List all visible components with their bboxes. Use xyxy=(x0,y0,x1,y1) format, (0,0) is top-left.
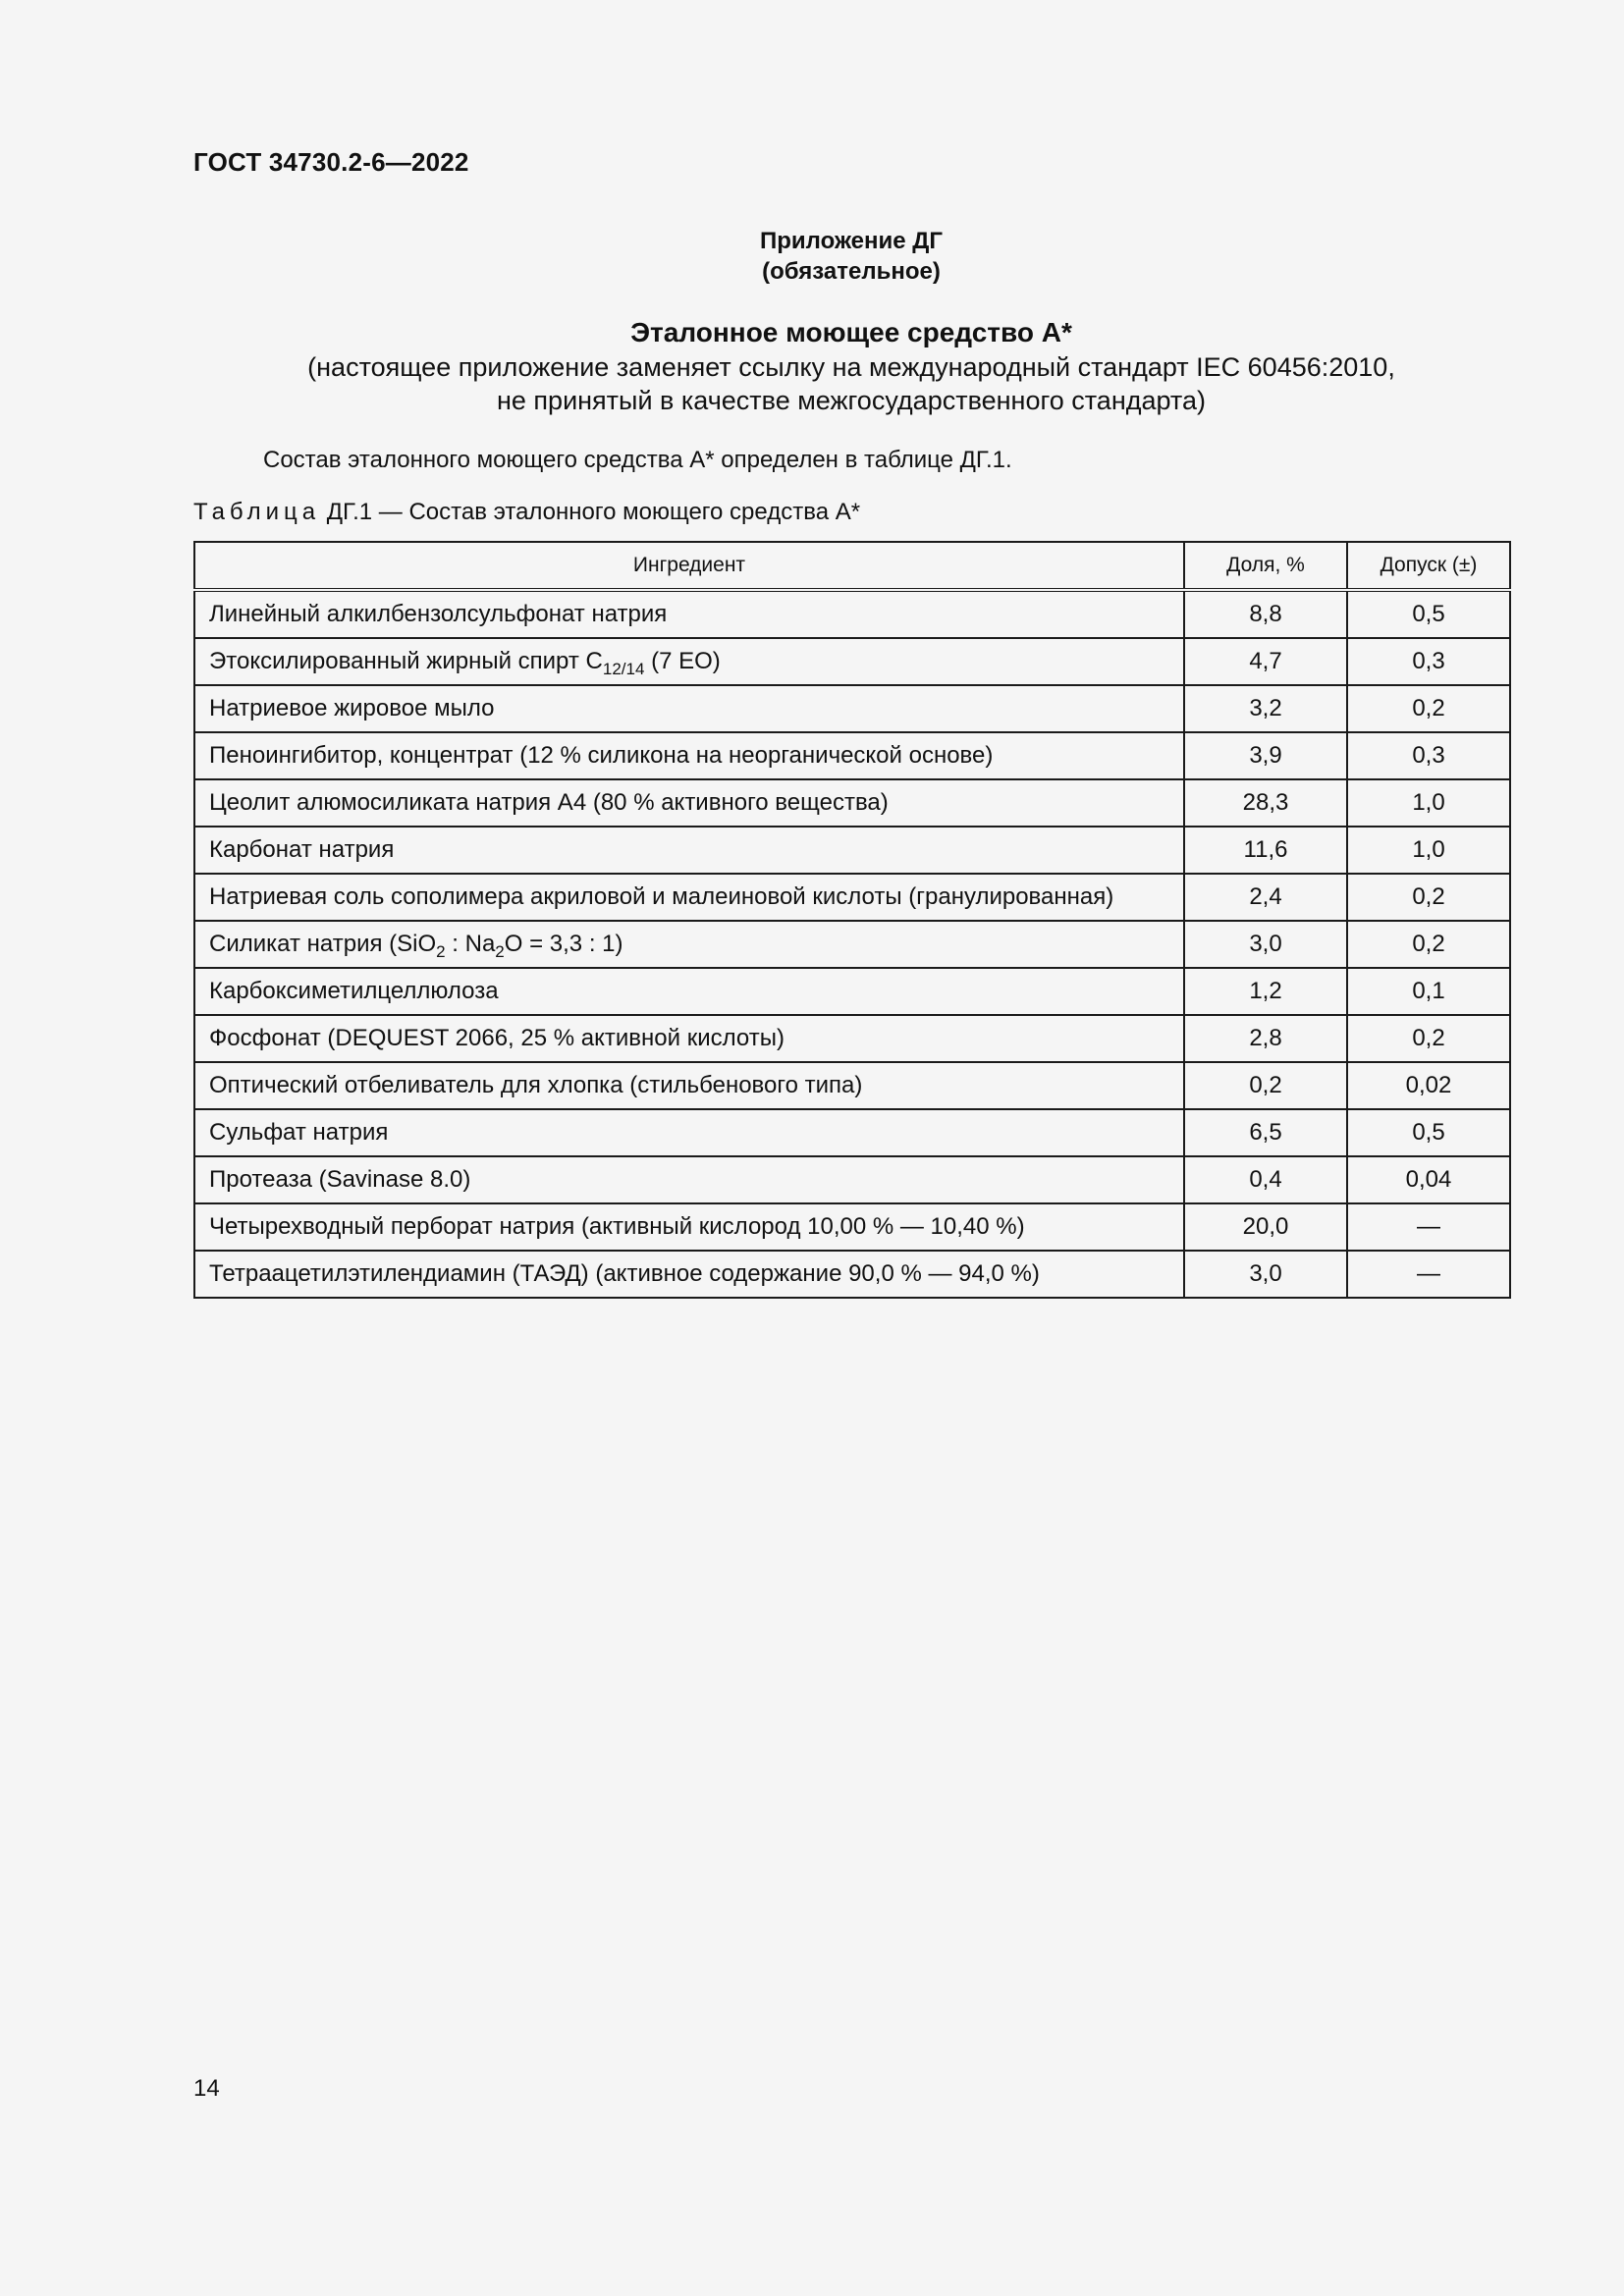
table-caption xyxy=(193,499,860,526)
ingredient-cell: Протеаза (Savinase 8.0) xyxy=(194,1156,1184,1203)
tolerance-cell: 1,0 xyxy=(1347,827,1510,874)
share-cell: 8,8 xyxy=(1184,590,1347,638)
tolerance-cell: 0,5 xyxy=(1347,590,1510,638)
ingredient-cell: Натриевая соль сополимера акриловой и малеиновой кислоты (гранулированная) xyxy=(194,874,1184,921)
ingredient-cell: Карбонат натрия xyxy=(194,827,1184,874)
ingredient-text: (7 ЕО) xyxy=(644,648,721,674)
column-header-share: Доля, % xyxy=(1184,542,1347,590)
ingredient-cell: Оптический отбеливатель для хлопка (стильбенового типа) xyxy=(194,1062,1184,1109)
tolerance-cell: 0,02 xyxy=(1347,1062,1510,1109)
table-row xyxy=(194,1203,1510,1251)
tolerance-cell: 0,3 xyxy=(1347,638,1510,685)
annex-title: Приложение ДГ xyxy=(760,228,943,254)
tolerance-cell: 0,2 xyxy=(1347,921,1510,968)
table-row xyxy=(194,685,1510,732)
table-row xyxy=(194,1251,1510,1298)
ingredient-subscript: 12/14 xyxy=(602,660,645,678)
annex-heading xyxy=(0,226,1624,287)
ingredient-cell: Фосфонат (DEQUEST 2066, 25 % активной кислоты) xyxy=(194,1015,1184,1062)
table-row xyxy=(194,968,1510,1015)
share-cell: 0,4 xyxy=(1184,1156,1347,1203)
column-header-ingredient: Ингредиент xyxy=(194,542,1184,590)
intro-paragraph: Состав эталонного моющего средства А* определен в таблице ДГ.1. xyxy=(263,447,1012,473)
tolerance-cell: 0,2 xyxy=(1347,1015,1510,1062)
section-subtitle xyxy=(0,350,1624,417)
ingredient-cell xyxy=(194,638,1184,685)
document-code: ГОСТ 34730.2-6—2022 xyxy=(193,147,469,177)
table-header-row xyxy=(194,542,1510,590)
table-row xyxy=(194,732,1510,779)
annex-status: (обязательное) xyxy=(762,258,941,285)
ingredient-cell: Цеолит алюмосиликата натрия А4 (80 % активного вещества) xyxy=(194,779,1184,827)
share-cell: 6,5 xyxy=(1184,1109,1347,1156)
table-row xyxy=(194,874,1510,921)
share-cell: 2,8 xyxy=(1184,1015,1347,1062)
ingredient-cell: Пеноингибитор, концентрат (12 % силикона на неорганической основе) xyxy=(194,732,1184,779)
ingredient-text: O = 3,3 : 1) xyxy=(504,931,623,957)
share-cell: 0,2 xyxy=(1184,1062,1347,1109)
table-caption-prefix: Таблица xyxy=(193,499,321,525)
table-row xyxy=(194,638,1510,685)
ingredient-subscript: 2 xyxy=(436,942,446,961)
tolerance-cell: 0,2 xyxy=(1347,685,1510,732)
share-cell: 2,4 xyxy=(1184,874,1347,921)
table-caption-text: ДГ.1 — Состав эталонного моющего средства А* xyxy=(326,499,861,525)
ingredient-subscript: 2 xyxy=(495,942,505,961)
section-title: Эталонное моющее средство А* xyxy=(630,317,1072,347)
ingredient-cell: Сульфат натрия xyxy=(194,1109,1184,1156)
table-row xyxy=(194,1015,1510,1062)
share-cell: 20,0 xyxy=(1184,1203,1347,1251)
page-number: 14 xyxy=(193,2075,220,2102)
ingredient-cell: Карбоксиметилцеллюлоза xyxy=(194,968,1184,1015)
share-cell: 3,0 xyxy=(1184,1251,1347,1298)
share-cell: 28,3 xyxy=(1184,779,1347,827)
ingredient-cell: Натриевое жировое мыло xyxy=(194,685,1184,732)
column-header-tolerance: Допуск (±) xyxy=(1347,542,1510,590)
tolerance-cell: 0,2 xyxy=(1347,874,1510,921)
composition-table xyxy=(193,541,1511,1299)
table-row xyxy=(194,921,1510,968)
share-cell: 11,6 xyxy=(1184,827,1347,874)
tolerance-cell: 1,0 xyxy=(1347,779,1510,827)
ingredient-cell: Линейный алкилбензолсульфонат натрия xyxy=(194,590,1184,638)
share-cell: 3,2 xyxy=(1184,685,1347,732)
share-cell: 1,2 xyxy=(1184,968,1347,1015)
subtitle-line-1: (настоящее приложение заменяет ссылку на международный стандарт IEC 60456:2010, xyxy=(307,352,1395,382)
tolerance-cell: 0,3 xyxy=(1347,732,1510,779)
share-cell: 3,0 xyxy=(1184,921,1347,968)
subtitle-line-2: не принятый в качестве межгосударственного стандарта) xyxy=(497,386,1206,415)
share-cell: 4,7 xyxy=(1184,638,1347,685)
table-row xyxy=(194,827,1510,874)
ingredient-cell: Четырехводный перборат натрия (активный кислород 10,00 % — 10,40 %) xyxy=(194,1203,1184,1251)
tolerance-cell: — xyxy=(1347,1203,1510,1251)
ingredient-cell xyxy=(194,921,1184,968)
tolerance-cell: 0,5 xyxy=(1347,1109,1510,1156)
tolerance-cell: 0,04 xyxy=(1347,1156,1510,1203)
table-row xyxy=(194,1156,1510,1203)
ingredient-cell: Тетраацетилэтилендиамин (ТАЭД) (активное содержание 90,0 % — 94,0 %) xyxy=(194,1251,1184,1298)
table-row xyxy=(194,779,1510,827)
ingredient-text: : Na xyxy=(445,931,496,957)
table-row xyxy=(194,1109,1510,1156)
table-row xyxy=(194,1062,1510,1109)
share-cell: 3,9 xyxy=(1184,732,1347,779)
table-row xyxy=(194,590,1510,638)
tolerance-cell: 0,1 xyxy=(1347,968,1510,1015)
tolerance-cell: — xyxy=(1347,1251,1510,1298)
ingredient-text: Этоксилированный жирный спирт С xyxy=(209,648,603,674)
ingredient-text: Силикат натрия (SiO xyxy=(209,931,437,957)
